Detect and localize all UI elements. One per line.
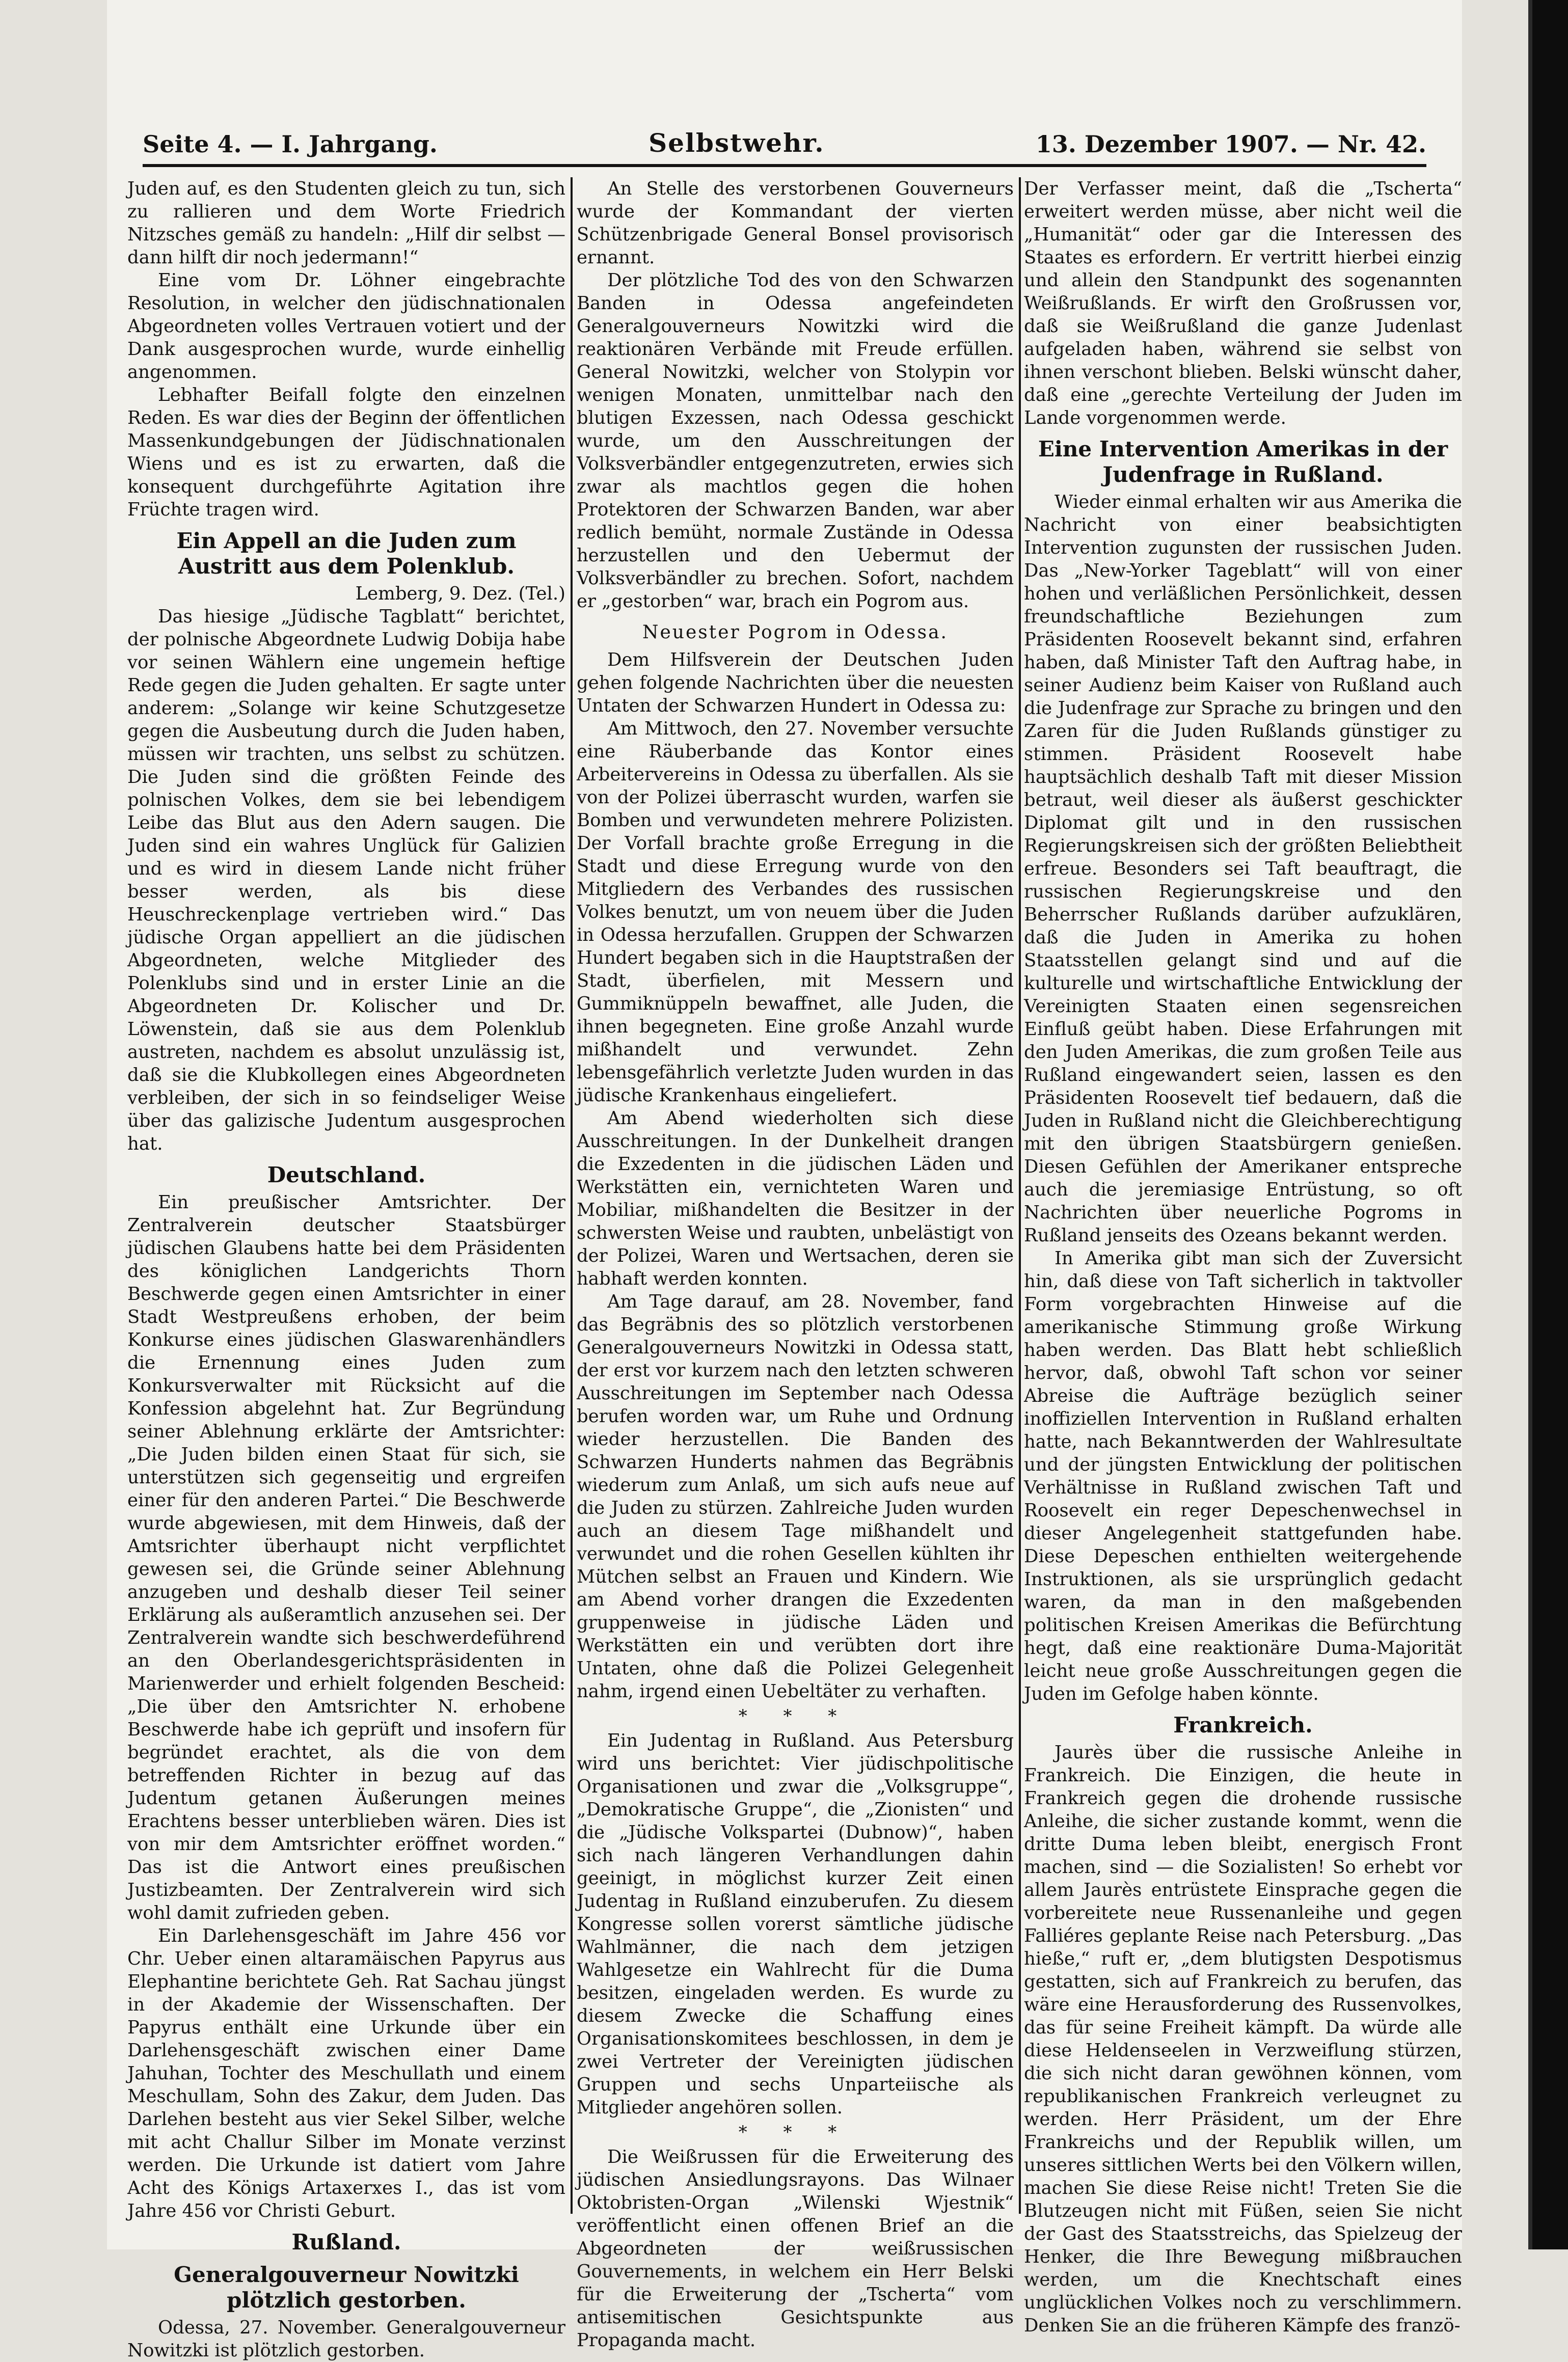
headline-generalgouverneur: Generalgouverneur Nowitzki plötzlich gestorben. xyxy=(174,2262,519,2313)
article-paragraph: Am Abend wiederholten sich diese Ausschreitungen. In der Dunkelheit drangen die Exzedenten in die jüdischen Läden und Werkstätten ein, vernichteten Waren und Mobiliar, mißhandelten die Besitzer in der schwersten Weise und raubten, unbelästigt von der Polizei, Waren und Wertsachen, deren sie habhaft werden konnten. xyxy=(577,1108,1014,1289)
column-divider xyxy=(1019,177,1021,2214)
section-heading-deutschland: Deutschland. xyxy=(267,1162,426,1187)
article-paragraph: Dem Hilfsverein der Deutschen Juden gehen folgende Nachrichten über die neuesten Untaten der Schwarzen Hundert in Odessa zu: xyxy=(577,649,1014,716)
header-page-info: Seite 4. — I. Jahrgang. xyxy=(143,130,438,158)
headline-pogrom: Neuester Pogrom in Odessa. xyxy=(642,622,948,643)
article-paragraph: Juden auf, es den Studenten gleich zu tun, sich zu rallieren und dem Worte Friedrich Nitzsches gemäß zu handeln: „Hilf dir selbst — dann hilft dir noch jedermann!“ xyxy=(127,178,565,268)
article-paragraph: Eine vom Dr. Löhner eingebrachte Resolution, in welcher den jüdischnationalen Abgeordneten volles Vertrauen votiert und der Dank ausgesprochen wurde, wurde einhellig angenommen. xyxy=(127,270,565,383)
article-paragraph: Lebhafter Beifall folgte den einzelnen Reden. Es war dies der Beginn der öffentlichen Massenkundgebungen der Jüdischnationalen Wiens und es ist zu erwarten, daß die konsequent durchgeführte Agitation ihre Früchte tragen wird. xyxy=(127,385,565,520)
article-paragraph: Am Mittwoch, den 27. November versuchte eine Räuberbande das Kontor eines Arbeitervereins in Odessa zu überfallen. Als sie von der Polizei überrascht wurden, warfen sie Bomben und verwundeten mehrere Polizisten. Der Vorfall brachte große Erregung in die Stadt und diese Erregung wurde von den Mitgliedern des Verbandes des russischen Volkes benutzt, um von neuem über die Juden in Odessa herzufallen. Gruppen der Schwarzen Hundert begaben sich in die Hauptstraßen der Stadt, überfielen, mit Messern und Gummiknüppeln bewaffnet, alle Juden, die ihnen begegneten. Eine große Anzahl wurde mißhandelt und verwundet. Zehn lebensgefährlich verletzte Juden wurden in das jüdische Krankenhaus eingeliefert. xyxy=(577,718,1014,1106)
section-heading-russland: Rußland. xyxy=(291,2230,401,2255)
section-heading-frankreich: Frankreich. xyxy=(1173,1713,1313,1737)
column-2 xyxy=(577,177,1014,2351)
article-paragraph: Ein preußischer Amtsrichter. Der Zentralverein deutscher Staatsbürger jüdischen Glaubens hatte bei dem Präsidenten des königlichen Landgerichts Thorn Beschwerde gegen einen Amtsrichter in einer Stadt Westpreußens erhoben, der beim Konkurse eines jüdischen Glaswarenhändlers die Ernennung eines Juden zum Konkursverwalter mit Rücksicht auf die Konfession abgelehnt hat. Zur Begründung seiner Ablehnung erklärte der Amtsrichter: „Die Juden bilden einen Staat für sich, sie unterstützen sich gegenseitig und ergreifen einer für den anderen Partei.“ Die Beschwerde wurde abgewiesen, mit dem Hinweis, daß der Amtsrichter überhaupt nicht verpflichtet gewesen sei, die Gründe seiner Ablehnung anzugeben und deshalb dieser Teil seiner Erklärung als außeramtlich anzusehen sei. Der Zentralverein wandte sich beschwerdeführend an den Oberlandesgerichtspräsidenten in Marienwerder und erhielt folgenden Bescheid: „Die über den Amtsrichter N. erhobene Beschwerde habe ich geprüft und insofern für begründet erachtet, als die von dem betreffenden Richter in bezug auf das Judentum getanen Äußerungen meines Erachtens besser unterblieben wären. Dies ist von mir dem Amtsrichter eröffnet worden.“ Das ist die Antwort eines preußischen Justizbeamten. Der Zentralverein wird sich wohl damit zufrieden geben. xyxy=(127,1192,565,1923)
scan-border xyxy=(1532,0,1568,2249)
masthead-title: Selbstwehr. xyxy=(648,128,825,158)
article-paragraph: An Stelle des verstorbenen Gouverneurs wurde der Kommandant der vierten Schützenbrigade General Bonsel provisorisch ernannt. xyxy=(577,178,1014,268)
headline-appell: Ein Appell an die Juden zum Austritt aus dem Polenklub. xyxy=(176,528,517,579)
header-rule xyxy=(143,164,1426,167)
column-1 xyxy=(127,177,565,2361)
article-paragraph: Ein Darlehensgeschäft im Jahre 456 vor Chr. Ueber einen altaramäischen Papyrus aus Elephantine berichtete Geh. Rat Sachau jüngst in der Akademie der Wissenschaften. Der Papyrus enthält eine Urkunde über ein Darlehensgeschäft zwischen einer Dame Jahuhan, Tochter des Meschullath und einem Meschullam, Sohn des Zakur, dem Juden. Das Darlehen besteht aus vier Sekel Silber, welche mit acht Challur Silber im Monate verzinst werden. Die Urkunde ist datiert vom Jahre Acht des Königs Artaxerxes I., das ist vom Jahre 456 vor Christi Geburt. xyxy=(127,1925,565,2221)
article-paragraph: Der plötzliche Tod des von den Schwarzen Banden in Odessa angefeindeten Generalgouverneurs Nowitzki wird die reaktionären Verbände mit Freude erfüllen. General Nowitzki, welcher von Stolypin vor wenigen Monaten, unmittelbar nach den blutigen Exzessen, nach Odessa geschickt wurde, um den Ausschreitungen der Volksverbändler entgegenzutreten, erwies sich zwar als machtlos gegen die hohen Protektoren der Schwarzen Banden, war aber redlich bemüht, normale Zustände in Odessa herzustellen und den Uebermut der Volksverbändler zu brechen. Sofort, nachdem er „gestorben“ war, brach ein Pogrom aus. xyxy=(577,270,1014,612)
column-3 xyxy=(1024,177,1462,2336)
section-separator: * * * xyxy=(738,1706,852,1726)
article-paragraph: Das hiesige „Jüdische Tagblatt“ berichtet, der polnische Abgeordnete Ludwig Dobija habe vor seinen Wählern eine ungemein heftige Rede gegen die Juden gehalten. Er sagte unter anderem: „Solange wir keine Schutzgesetze gegen die Ausbeutung durch die Juden haben, müssen wir trachten, uns selbst zu schützen. Die Juden sind die größten Feinde des polnischen Volkes, dem sie bei lebendigem Leibe das Blut aus den Adern saugen. Die Juden sind ein wahres Unglück für Galizien und es wird in diesem Lande nicht früher besser werden, als bis diese Heuschreckenplage vertrieben wird.“ Das jüdische Organ appelliert an die jüdischen Abgeordneten, welche Mitglieder des Polenklubs sind und in erster Linie an die Abgeordneten Dr. Kolischer und Dr. Löwenstein, daß sie aus dem Polenklub austreten, nachdem es absolut unzulässig ist, daß sie die Klubkollegen eines Abgeordneten verbleiben, der sich in so feindseliger Weise über das galizische Judentum ausgesprochen hat. xyxy=(127,606,565,1154)
column-divider xyxy=(571,177,573,2214)
article-paragraph: In Amerika gibt man sich der Zuversicht hin, daß diese von Taft sicherlich in taktvoller Form vorgebrachten Hinweise auf die amerikanische Stimmung große Wirkung haben werden. Das Blatt hebt schließlich hervor, daß, obwohl Taft schon vor seiner Abreise die Aufträge bezüglich seiner inoffiziellen Intervention in Rußland erhalten hatte, nach Bekanntwerden der Wahlresultate und der jüngsten Entwicklung der politischen Verhältnisse in Rußland zwischen Taft und Roosevelt ein reger Depeschenwechsel in dieser Angelegenheit stattgefunden habe. Diese Depeschen enthielten weitergehende Instruktionen, als sie ursprünglich gedacht waren, da man in den maßgebenden politischen Kreisen Amerikas die Befürchtung hegt, daß eine reaktionäre Duma-Majorität leicht neue große Ausschreitungen gegen die Juden im Gefolge haben könnte. xyxy=(1024,1248,1462,1704)
page-header xyxy=(143,122,1426,158)
header-date-issue: 13. Dezember 1907. — Nr. 42. xyxy=(1035,130,1426,158)
article-paragraph: Odessa, 27. November. Generalgouverneur Nowitzki ist plötzlich gestorben. xyxy=(127,2317,565,2361)
article-paragraph: Der Verfasser meint, daß die „Tscherta“ erweitert werden müsse, aber nicht weil die „Humanität“ oder gar die Interessen des Staates es erfordern. Er vertritt hierbei einzig und allein den Standpunkt des sogenannten Weißrußlands. Er wirft den Großrussen vor, daß sie Weißrußland die ganze Judenlast aufgeladen haben, während sie selbst von ihnen verschont blieben. Belski wünscht daher, daß eine „gerechte Verteilung der Juden im Lande vorgenommen werde. xyxy=(1024,178,1462,428)
newspaper-page xyxy=(107,0,1462,2361)
article-paragraph: Die Weißrussen für die Erweiterung des jüdischen Ansiedlungsrayons. Das Wilnaer Oktobristen-Organ „Wilenski Wjestnik“ veröffentlicht einen offenen Brief an die Abgeordneten der weißrussischen Gouvernements, in welchem ein Herr Belski für die Erweiterung der „Tscherta“ vom antisemitischen Gesichtspunkte aus Propaganda macht. xyxy=(577,2147,1014,2351)
article-paragraph: Am Tage darauf, am 28. November, fand das Begräbnis des so plötzlich verstorbenen Generalgouverneurs Nowitzki in Odessa statt, der erst vor kurzem nach den letzten schweren Ausschreitungen im September nach Odessa berufen worden war, um Ruhe und Ordnung wieder herzustellen. Die Banden des Schwarzen Hunderts nahmen das Begräbnis wiederum zum Anlaß, um sich aufs neue auf die Juden zu stürzen. Zahlreiche Juden wurden auch an diesem Tage mißhandelt und verwundet und die rohen Gesellen kühlten ihr Mütchen selbst an Frauen und Kindern. Wie am Abend vorher drangen die Exzedenten gruppenweise in jüdische Läden und Werkstätten ein und verübten dort ihre Untaten, ohne daß die Polizei Gelegenheit nahm, irgend einen Uebeltäter zu verhaften. xyxy=(577,1291,1014,1702)
article-paragraph: Wieder einmal erhalten wir aus Amerika die Nachricht von einer beabsichtigten Intervention zugunsten der russischen Juden. Das „New-Yorker Tageblatt“ will von einer hohen und verläßlichen Persönlichkeit, dessen freundschaftliche Beziehungen zum Präsidenten Roosevelt bekannt sind, erfahren haben, daß Minister Taft den Auftrag habe, in seiner Audienz beim Kaiser von Rußland auch die Judenfrage zur Sprache zu bringen und den Zaren für die Juden Rußlands günstiger zu stimmen. Präsident Roosevelt habe hauptsächlich deshalb Taft mit dieser Mission betraut, weil dieser als äußerst geschickter Diplomat gilt und in den russischen Regierungskreisen sich der größten Beliebtheit erfreue. Besonders sei Taft beauftragt, die russischen Regierungskreise und den Beherrscher Rußlands darüber aufzuklären, daß die Juden in Amerika zu hohen Staatsstellen gelangt sind und auf die kulturelle und wirtschaftliche Entwicklung der Vereinigten Staaten einen segensreichen Einfluß geübt haben. Diese Erfahrungen mit den Juden Amerikas, die zum großen Teile aus Rußland eingewandert seien, lassen es den Präsidenten Roosevelt tief bedauern, daß die Juden in Rußland nicht die Gleichberechtigung mit den übrigen Staatsbürgern genießen. Diesen Gefühlen der Amerikaner entspreche auch die jeremiasige Entrüstung, so oft Nachrichten über neuerliche Pogroms in Rußland jenseits des Ozeans bekannt werden. xyxy=(1024,492,1462,1246)
dateline: Lemberg, 9. Dez. (Tel.) xyxy=(355,583,565,604)
section-separator: * * * xyxy=(738,2122,852,2142)
article-paragraph: Jaurès über die russische Anleihe in Frankreich. Die Einzigen, die heute in Frankreich gegen die drohende russische Anleihe, die sicher zustande kommt, wenn die dritte Duma leben bleibt, energisch Front machen, sind — die Sozialisten! So erhebt vor allem Jaurès entrüstete Einsprache gegen die vorbereitete neue Russenanleihe und gegen Falliéres geplante Reise nach Petersburg. „Das hieße,“ ruft er, „dem blutigsten Despotismus gestatten, sich auf Frankreich zu berufen, das wäre eine Herausforderung des Russenvolkes, das für seine Freiheit kämpft. Da würde alle diese Heldenseelen in Verzweiflung stürzen, die sich nicht daran gewöhnen können, vom republikanischen Frankreich verleugnet zu werden. Herr Präsident, um der Ehre Frankreichs und der Republik willen, um unseres sittlichen Werts bei den Völkern willen, machen Sie diese Reise nicht! Treten Sie die Blutzeugen nicht mit Füßen, seien Sie nicht der Gast des Staatsstreichs, das Spielzeug der Henker, die Ihre Bewegung mißbrauchen werden, um die Knechtschaft eines unglücklichen Volkes noch zu verschlimmern. Denken Sie an die früheren Kämpfe des franzö- xyxy=(1024,1742,1462,2336)
article-paragraph: Ein Judentag in Rußland. Aus Petersburg wird uns berichtet: Vier jüdischpolitische Organisationen und zwar die „Volksgruppe“, „Demokratische Gruppe“, die „Zionisten“ und die „Jüdische Volkspartei (Dubnow)“, haben sich nach längeren Verhandlungen dahin geeinigt, in möglichst kurzer Zeit einen Judentag in Rußland einzuberufen. Zu diesem Kongresse sollen vorerst sämtliche jüdische Wahlmänner, die nach dem jetzigen Wahlgesetze ein Wahlrecht für die Duma besitzen, eingeladen werden. Es wurde zu diesem Zwecke die Schaffung eines Organisationskomitees beschlossen, in dem je zwei Vertreter der Vereinigten jüdischen Gruppen und sechs Unparteiische als Mitglieder angehören sollen. xyxy=(577,1730,1014,2118)
scan-border-edge xyxy=(1528,0,1532,2249)
headline-intervention: Eine Intervention Amerikas in der Judenfrage in Rußland. xyxy=(1038,437,1448,487)
